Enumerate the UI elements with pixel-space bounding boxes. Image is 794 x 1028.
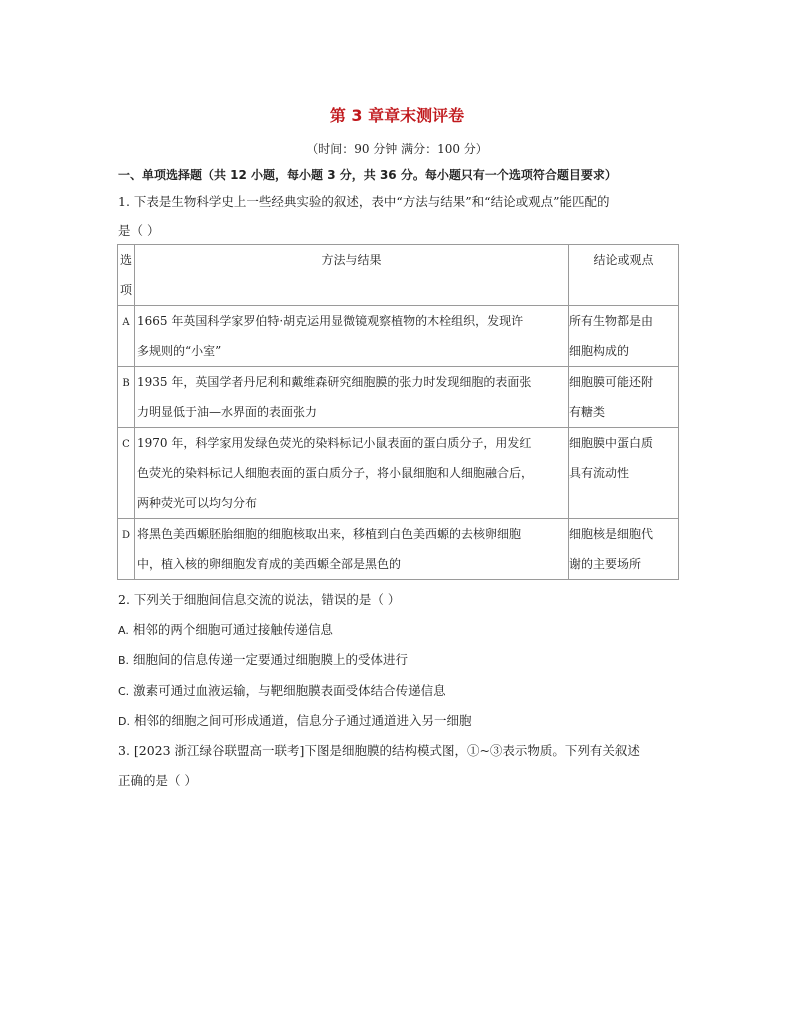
row-conclusion-line: 所有生物都是由: [569, 314, 654, 328]
question-2-option-a: [118, 620, 333, 638]
row-method: [135, 519, 569, 580]
row-method: [135, 428, 569, 519]
row-option: B: [118, 367, 135, 428]
exam-time-score: （时间：90 分钟 满分：100 分）: [306, 142, 488, 156]
row-option: C: [118, 428, 135, 519]
row-method-line: 多规则的“小室”: [137, 344, 222, 358]
row-option: A: [118, 306, 135, 367]
row-method-line: 色荧光的染料标记人细胞表面的蛋白质分子，将小鼠细胞和人细胞融合后，: [137, 466, 534, 480]
row-conclusion-line: 谢的主要场所: [569, 557, 642, 571]
experiment-table: [117, 244, 679, 580]
row-conclusion: [569, 367, 679, 428]
row-conclusion-line: 细胞膜可能还附: [569, 375, 654, 389]
table-row: [118, 428, 679, 519]
row-conclusion: [569, 306, 679, 367]
row-method-line: 两种荧光可以均匀分布: [137, 496, 258, 510]
question-3-line-1: 3. [2023 浙江绿谷联盟高一联考]下图是细胞膜的结构模式图，①~③表示物质。下列有关叙述: [118, 743, 640, 758]
header-conclusion: 结论或观点: [569, 245, 679, 306]
option-letter: B.: [118, 654, 130, 667]
row-method-line: 1935 年，英国学者丹尼利和戴维森研究细胞膜的张力时发现细胞的表面张: [137, 375, 532, 389]
header-option-line-2: 项: [119, 283, 132, 297]
option-text: 细胞间的信息传递一定要通过细胞膜上的受体进行: [133, 652, 409, 667]
option-letter: C.: [118, 685, 130, 698]
question-2-stem: 2. 下列关于细胞间信息交流的说法，错误的是（ ）: [118, 592, 401, 607]
section-heading: 一、单项选择题（共 12 小题，每小题 3 分，共 36 分。每小题只有一个选项符合题目要求）: [118, 168, 617, 182]
question-2-option-c: [118, 681, 446, 699]
table-row: [118, 306, 679, 367]
row-conclusion-line: 具有流动性: [569, 466, 630, 480]
row-method-line: 将黑色美西螈胚胎细胞的细胞核取出来，移植到白色美西螈的去核卵细胞: [137, 527, 522, 541]
row-method-line: 1665 年英国科学家罗伯特·胡克运用显微镜观察植物的木栓组织，发现许: [137, 314, 524, 328]
header-option: [118, 245, 135, 306]
row-method: [135, 367, 569, 428]
row-method-line: 1970 年，科学家用发绿色荧光的染料标记小鼠表面的蛋白质分子，用发红: [137, 436, 532, 450]
table-header-row: [118, 245, 679, 306]
option-text: 相邻的两个细胞可通过接触传递信息: [132, 622, 333, 637]
row-method: [135, 306, 569, 367]
question-2-option-b: [118, 650, 408, 668]
option-text: 激素可通过血液运输，与靶细胞膜表面受体结合传递信息: [133, 683, 446, 698]
table-row: [118, 367, 679, 428]
row-method-line: 力明显低于油—水界面的表面张力: [137, 405, 318, 419]
header-option-line-1: 选: [119, 253, 132, 267]
row-conclusion: [569, 519, 679, 580]
option-text: 相邻的细胞之间可形成通道，信息分子通过通道进入另一细胞: [133, 713, 472, 728]
row-conclusion-line: 细胞核是细胞代: [569, 527, 654, 541]
row-conclusion-line: 细胞构成的: [569, 344, 630, 358]
header-method: 方法与结果: [135, 245, 569, 306]
table-row: [118, 519, 679, 580]
question-3-line-2: 正确的是（ ）: [118, 773, 197, 788]
row-conclusion-line: 细胞膜中蛋白质: [569, 436, 654, 450]
row-conclusion-line: 有糖类: [569, 405, 606, 419]
question-1-line-1: 1. 下表是生物科学史上一些经典实验的叙述，表中“方法与结果”和“结论或观点”能匹配的: [118, 194, 610, 209]
row-option: D: [118, 519, 135, 580]
page-title: 第 3 章章末测评卷: [329, 106, 465, 125]
question-2-option-d: [118, 711, 471, 729]
row-method-line: 中，植入核的卵细胞发育成的美西螈全部是黑色的: [137, 557, 402, 571]
question-1-line-2: 是（ ）: [118, 223, 160, 238]
row-conclusion: [569, 428, 679, 519]
option-letter: D.: [118, 715, 130, 728]
option-letter: A.: [118, 624, 129, 637]
